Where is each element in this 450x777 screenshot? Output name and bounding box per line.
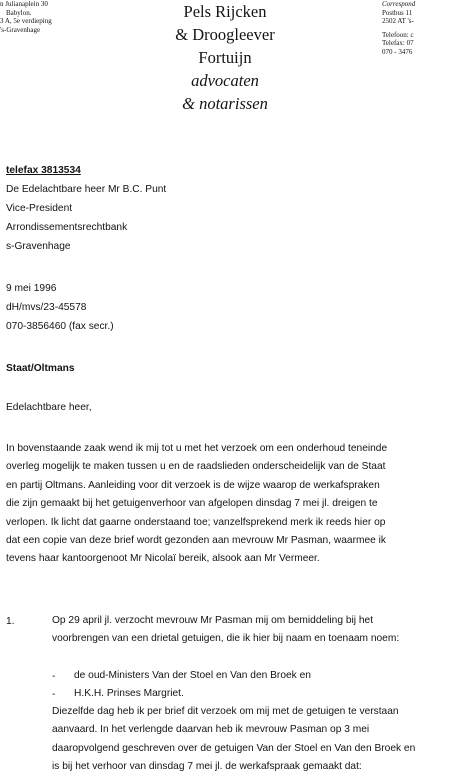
item-line: daaropvolgend geschreven over de getuigen Van der Stoel en Van den Broek en [52, 742, 416, 754]
correspondence-address [382, 0, 450, 56]
paragraph-line: die zijn gemaakt bij het getuigenverhoor van afgelopen dinsdag 7 mei jl. dreigen te [6, 498, 378, 510]
correspondence-line: Postbus 11 [382, 8, 413, 17]
recipient-line: De Edelachtbare heer Mr B.C. Punt [6, 184, 167, 195]
correspondence-line: 2502 AT 's- [382, 17, 414, 25]
bullet-dash: - [52, 671, 56, 682]
item-line: Diezelfde dag heb ik per brief dit verzoek om mij met de getuigen te verstaan [52, 706, 399, 717]
correspondence-line: Correspond [382, 0, 416, 8]
letter-date: 9 mei 1996 [6, 283, 57, 294]
firm-name-line: Pels Rijcken [183, 2, 267, 21]
recipient-line: s-Gravenhage [6, 241, 71, 252]
office-address [0, 0, 52, 34]
paragraph-line: In bovenstaande zaak wend ik mij tot u met het verzoek om een onderhoud teneinde [6, 443, 388, 454]
paragraph-line: dat een copie van deze brief wordt gezonden aan mevrouw Mr Pasman, waarmee ik [6, 535, 386, 547]
paragraph-intro [6, 440, 446, 569]
firm-letterhead [150, 0, 300, 115]
paragraph-line: tevens haar kantoorgenoot Mr Nicolaï bereik, alsook aan Mr Vermeer. [6, 553, 320, 565]
paragraph-line: verlopen. Ik licht dat gaarne onderstaand toe; vanzelfsprekend merk ik reeds hier op [6, 516, 386, 528]
correspondence-line: Telefax: 07 [382, 39, 414, 47]
office-address-line: 3 A, 5e verdieping [0, 17, 52, 25]
item-intro [52, 612, 448, 649]
witness-item: de oud-Ministers Van der Stoel en Van den Broek en [74, 670, 311, 681]
office-address-line: Babylon. [6, 8, 32, 17]
paragraph-line: en partij Oltmans. Aanleiding voor dit verzoek is de wijze waarop de werkafspraken [6, 479, 380, 491]
firm-tagline: advocaten [191, 71, 259, 90]
office-address-line: 's-Gravenhage [0, 25, 41, 34]
recipient-line: Vice-President [6, 203, 73, 214]
correspondence-line: 070 - 3476 [382, 47, 413, 56]
item-line: is bij het verhoor van dinsdag 7 mei jl. de werkafspraak gemaakt dat: [52, 761, 362, 773]
phone-number: 070-3856460 (fax secr.) [6, 321, 114, 332]
item-line: aanvaard. In het verlengde daarvan heb ik mevrouw Pasman op 3 mei [52, 724, 370, 736]
firm-tagline: & notarissen [182, 94, 268, 113]
item-line: voorbrengen van een drietal getuigen, die ik hier bij naam en toenaam noem: [52, 633, 400, 645]
witness-item: H.K.H. Prinses Margriet. [74, 688, 184, 699]
item-number: 1. [6, 616, 15, 627]
salutation: Edelachtbare heer, [6, 402, 92, 413]
firm-name-line: & Droogleever [175, 25, 275, 44]
telefax-number: telefax 3813534 [6, 165, 81, 176]
bullet-dash: - [52, 689, 56, 700]
firm-name-line: Fortuijn [198, 48, 252, 67]
correspondence-line: Telefoon: c [382, 30, 414, 39]
item-line: Op 29 april jl. verzocht mevrouw Mr Pasman mij om bemiddeling bij het [52, 615, 374, 626]
paragraph-line: overleg mogelijk te maken tussen u en de raadslieden onderscheidelijk van de Staat [6, 461, 386, 473]
item-continuation [52, 703, 448, 777]
recipient-line: Arrondissementsrechtbank [6, 222, 128, 233]
office-address-line: n Julianaplein 30 [0, 0, 48, 8]
reference-number: dH/mvs/23-45578 [6, 302, 87, 313]
subject: Staat/Oltmans [6, 363, 75, 374]
